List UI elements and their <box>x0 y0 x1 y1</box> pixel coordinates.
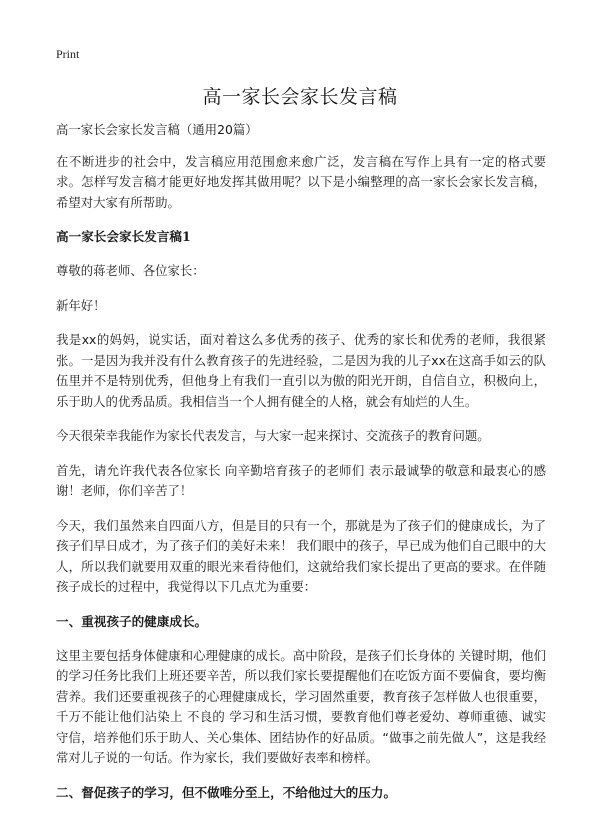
article-subtitle: 高一家长会家长发言稿（通用20篇） <box>56 122 258 137</box>
salutation: 尊敬的蒋老师、各位家长： <box>56 263 205 278</box>
print-link[interactable]: Print <box>56 47 80 61</box>
body-paragraph: 今天，我们虽然来自四面八方，但是目的只有一个，那就是为了孩子们的健康成长，为了孩子们早日成才，为了孩子们的美好未来！ 我们眼中的孩子，早已成为他们自己眼中的大人，所以我们就要用双重的眼光来看待他们，这就给我们家长提出了更高的要求。在伴随孩子成长的过程中，我觉得以下几点尤为重要： <box>56 517 546 594</box>
intro-paragraph: 在不断进步的社会中，发言稿应用范围愈来愈广泛，发言稿在写作上具有一定的格式要求。怎样写发言稿才能更好地发挥其做用呢？以下是小编整理的高一家长会家长发言稿，希望对大家有所帮助。 <box>56 153 546 210</box>
article-body <box>56 120 546 817</box>
page-title: 高一家长会家长发言稿 <box>202 86 398 108</box>
section-heading: 高一家长会家长发言稿1 <box>56 229 191 244</box>
body-paragraph: 今天很荣幸我能作为家长代表发言，与大家一起来探讨、交流孩子的教育问题。 <box>56 428 490 443</box>
point-heading: 一、重视孩子的健康成长。 <box>56 613 208 629</box>
body-paragraph: 首先，请允许我代表各位家长 向辛勤培育孩子的老师们 表示最诚挚的敬意和最衷心的感谢！老师，你们辛苦了！ <box>56 462 546 498</box>
body-paragraph: 我是xx的妈妈，说实话，面对着这么多优秀的孩子、优秀的家长和优秀的老师，我很紧张。一是因为我并没有什么教育孩子的先进经验，二是因为我的儿子xx在这高手如云的队伍里并不是特别优秀，但他身上有我们一直引以为傲的阳光开朗，自信自立，积极向上，乐于助人的优秀品质。我相信当一个人拥有健全的人格，就会有灿烂的人生。 <box>56 332 546 409</box>
point-paragraph: 这里主要包括身体健康和心理健康的成长。高中阶段，是孩子们长身体的 关键时期，他们的学习任务比我们上班还要辛苦，所以我们家长要提醒他们在吃饭方面不要偏食，要均衡营养。我们还要重视孩子的心理健康成长，学习固然重要，教育孩子怎样做人也很重要，千万不能让他们沾染上 不良的 学习和生活习惯，要教育他们尊老爱幼、尊师重德、诚实守信，培养他们乐于助人、关心集体、团结协作的好品质。“做事之前先做人”，这是我经常对儿子说的一句话。作为家长，我们要做好表率和榜样。 <box>56 647 546 765</box>
point-heading: 二、督促孩子的学习，但不做唯分至上，不给他过大的压力。 <box>56 784 397 800</box>
greeting: 新年好！ <box>56 297 106 313</box>
